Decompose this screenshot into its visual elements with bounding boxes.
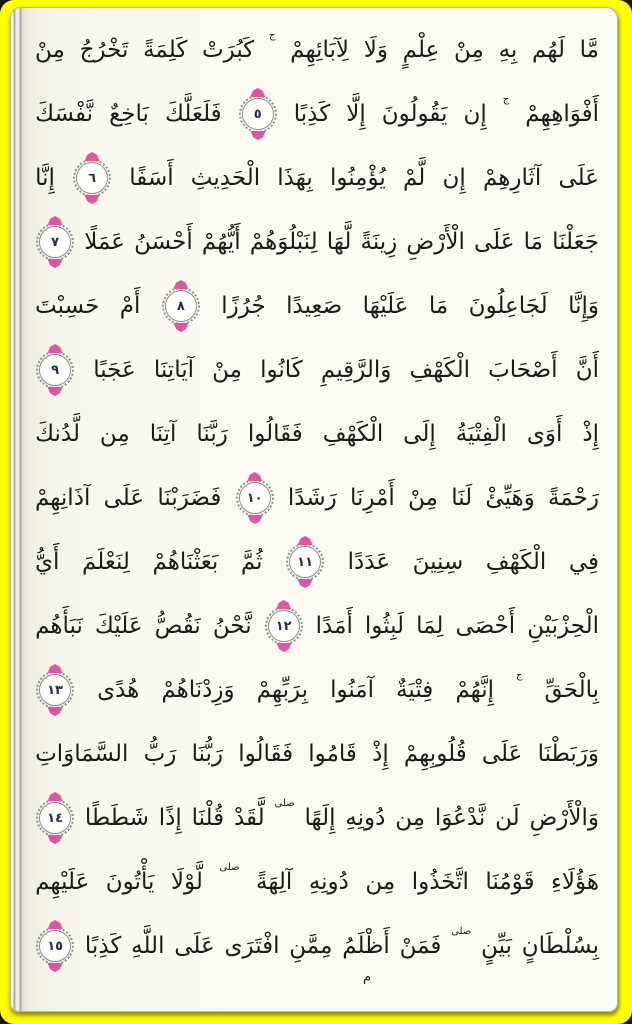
word: لَهُم bbox=[532, 37, 565, 63]
word: نَبَأَهُم bbox=[35, 613, 83, 639]
verse-end-marker bbox=[289, 546, 321, 578]
word: مِنْ bbox=[35, 37, 65, 63]
word: آثَارِهِمْ bbox=[482, 165, 542, 191]
word: إِلَى bbox=[403, 421, 436, 447]
word: آلِهَةً bbox=[255, 869, 293, 895]
word: لَن bbox=[495, 805, 520, 831]
word: لَّوْلَا bbox=[170, 869, 203, 895]
word: عَلَيْهِم bbox=[35, 869, 90, 895]
verse-number: ٥ bbox=[253, 106, 262, 122]
word: اتَّخَذُوا bbox=[411, 869, 469, 895]
pause-mark: صلى bbox=[219, 861, 240, 873]
word: إِذًا bbox=[158, 805, 182, 831]
word: مَا bbox=[523, 229, 543, 255]
word: الْأَرْضِ bbox=[406, 229, 465, 255]
word: آتِنَا bbox=[149, 421, 177, 447]
word: عَلَى bbox=[473, 229, 515, 255]
word: بِسُلْطَانٍ bbox=[521, 933, 599, 959]
word: شَطَطًا bbox=[84, 805, 149, 831]
word: فَمَنْ bbox=[399, 933, 442, 959]
word: أَمَدًا bbox=[315, 613, 353, 639]
word: لَّقَدْ bbox=[233, 805, 265, 831]
word: عِلْمٍ bbox=[402, 37, 440, 63]
word: مِن bbox=[99, 421, 130, 447]
verse-number: ٦ bbox=[88, 170, 97, 186]
word: أَنَّ bbox=[575, 357, 599, 383]
word: سِنِينَ bbox=[412, 549, 464, 575]
word: مِن bbox=[395, 805, 426, 831]
pause-mark: ج bbox=[268, 29, 276, 41]
word: أَوَى bbox=[526, 421, 563, 447]
word: أَفْوَاهِهِمْ bbox=[525, 101, 599, 127]
word: عَلَى bbox=[174, 933, 215, 959]
word: عَلَى bbox=[481, 741, 523, 767]
word: تَخْرُجُ bbox=[79, 37, 129, 63]
mushaf-line-11 bbox=[35, 658, 599, 722]
word: الْكَهْفِ bbox=[409, 357, 470, 383]
word: نَّحْنُ bbox=[212, 613, 252, 639]
word: أَمْرِنَا bbox=[350, 485, 395, 511]
word: رَبَّنَا bbox=[196, 421, 228, 447]
word: ثُمَّ bbox=[240, 549, 263, 575]
word: إِذْ bbox=[582, 421, 599, 447]
word: مَا bbox=[428, 293, 449, 319]
word: جَعَلْنَا bbox=[552, 229, 599, 255]
word: قَوْمُنَا bbox=[485, 869, 535, 895]
word: صَعِيدًا bbox=[286, 293, 343, 319]
word: لَجَاعِلُونَ bbox=[468, 293, 548, 319]
mushaf-line-7 bbox=[35, 402, 599, 466]
verse-end-marker bbox=[239, 482, 271, 514]
word: عَلَى bbox=[103, 485, 145, 511]
verse-number: ١٤ bbox=[47, 810, 64, 826]
word: يَأْتُونَ bbox=[105, 869, 155, 895]
verse-end-marker bbox=[39, 930, 71, 962]
word: عَجَبًا bbox=[93, 357, 136, 383]
word: بَعَثْنَاهُمْ bbox=[152, 549, 219, 575]
word: عَلَيْكَ bbox=[94, 613, 143, 639]
word: السَّمَاوَاتِ bbox=[35, 741, 129, 767]
verse-number: ٧ bbox=[51, 234, 60, 250]
word: وَلَا bbox=[363, 37, 388, 63]
verse-number: ١٥ bbox=[47, 938, 64, 954]
word: بِهِ bbox=[498, 37, 518, 63]
mushaf-line-10 bbox=[35, 594, 599, 658]
mushaf-page bbox=[10, 7, 618, 1012]
word: بَاخِعٌ bbox=[109, 101, 149, 127]
word: لَّدُنكَ bbox=[35, 421, 80, 447]
verse-number: ١١ bbox=[297, 554, 314, 570]
word: قُلُوبِهِمْ bbox=[403, 741, 467, 767]
word: نَقُصُّ bbox=[154, 613, 201, 639]
word: آيَاتِنَا bbox=[153, 357, 195, 383]
word: أَمْ bbox=[119, 293, 141, 319]
word: إِذْ bbox=[372, 741, 389, 767]
word: مِنْ bbox=[454, 37, 484, 63]
mushaf-line-12 bbox=[35, 722, 599, 786]
word: لِنَعْلَمَ bbox=[81, 549, 130, 575]
mushaf-line-2 bbox=[35, 82, 599, 146]
word: نَّفْسَكَ bbox=[35, 101, 94, 127]
verse-number: ١٠ bbox=[246, 490, 263, 506]
pause-mark: ج bbox=[516, 669, 523, 681]
word: مِن bbox=[365, 869, 396, 895]
word: دُونِهِ bbox=[308, 869, 349, 895]
word: مِنْ bbox=[212, 357, 242, 383]
mushaf-line-6 bbox=[35, 338, 599, 402]
word: إِلَهًا bbox=[304, 805, 336, 831]
word: كَذِبًا bbox=[84, 933, 122, 959]
word: كَانُوا bbox=[260, 357, 303, 383]
word: الْحِزْبَيْنِ bbox=[527, 613, 599, 639]
word: الْفِتْيَةُ bbox=[455, 421, 507, 447]
word: بِهَذَا bbox=[277, 165, 313, 191]
mushaf-line-14 bbox=[35, 850, 599, 914]
verse-end-marker bbox=[39, 674, 71, 706]
word: وَهَيِّئْ bbox=[485, 485, 535, 511]
word: زِينَةً bbox=[360, 229, 398, 255]
word: يُؤْمِنُوا bbox=[329, 165, 386, 191]
word: آمَنُوا bbox=[330, 677, 375, 703]
word: فَضَرَبْنَا bbox=[157, 485, 222, 511]
word: هَؤُلَاءِ bbox=[551, 869, 599, 895]
word: فِي bbox=[568, 549, 599, 575]
word: فَقَالُوا bbox=[238, 741, 294, 767]
word: أَسَفًا bbox=[129, 165, 174, 191]
pause-mark-meem: م bbox=[363, 970, 372, 985]
word: وَزِدْنَاهُمْ bbox=[161, 677, 235, 703]
word: كَذِبًا bbox=[293, 101, 331, 127]
word: مِنْ bbox=[408, 485, 438, 511]
word: فَقَالُوا bbox=[247, 421, 303, 447]
verse-number: ١٣ bbox=[47, 682, 63, 698]
mushaf-line-9 bbox=[35, 530, 599, 594]
word: رَبُّ bbox=[143, 741, 177, 767]
word: قُلْنَا bbox=[191, 805, 225, 831]
word: إِلَّا bbox=[346, 101, 366, 127]
word: أَحْسَنُ bbox=[134, 229, 193, 255]
word: هُدًى bbox=[97, 677, 140, 703]
verse-number: ٨ bbox=[176, 298, 185, 314]
word: وَالْأَرْضِ bbox=[529, 805, 599, 831]
word: قَامُوا bbox=[308, 741, 357, 767]
word: الْكَهْفِ bbox=[322, 421, 384, 447]
word: رَبُّنَا bbox=[191, 741, 224, 767]
word: افْتَرَى bbox=[224, 933, 280, 959]
pause-mark: صلى bbox=[274, 797, 295, 809]
word: كَلِمَةً bbox=[143, 37, 188, 63]
word: إِنَّهُمْ bbox=[455, 677, 495, 703]
word: يَقُولُونَ bbox=[381, 101, 448, 127]
word: وَرَبَطْنَا bbox=[537, 741, 599, 767]
verse-end-marker bbox=[268, 610, 300, 642]
verse-end-marker bbox=[39, 226, 71, 258]
word: آذَانِهِمْ bbox=[35, 485, 91, 511]
word: بِرَبِّهِمْ bbox=[256, 677, 309, 703]
word: الْكَهْفِ bbox=[485, 549, 547, 575]
mushaf-line-15 bbox=[35, 914, 599, 978]
pause-mark: صلى bbox=[451, 925, 472, 937]
word: عَمَلًا bbox=[84, 229, 125, 255]
word: مَّا bbox=[579, 37, 599, 63]
word: مِمَّنِ bbox=[289, 933, 333, 959]
word: لِآبَائِهِمْ bbox=[290, 37, 349, 63]
word: رَشَدًا bbox=[287, 485, 337, 511]
word: جُرُزًا bbox=[221, 293, 266, 319]
pause-mark: ج bbox=[502, 93, 510, 105]
word: بِالْحَقِّ bbox=[544, 677, 599, 703]
word: فِتْيَةٌ bbox=[396, 677, 434, 703]
word: لِنَبْلُوَهُمْ bbox=[249, 229, 318, 255]
mushaf-line-3 bbox=[35, 146, 599, 210]
word: لَّمْ bbox=[402, 165, 426, 191]
word: الْحَدِيثِ bbox=[190, 165, 261, 191]
word: حَسِبْتَ bbox=[35, 293, 100, 319]
mushaf-line-8 bbox=[35, 466, 599, 530]
verse-number: ١٢ bbox=[275, 618, 292, 634]
word: بَيِّنٍ bbox=[481, 933, 512, 959]
mushaf-line-13 bbox=[35, 786, 599, 850]
word: وَإِنَّا bbox=[568, 293, 599, 319]
word: إِن bbox=[463, 101, 487, 127]
word: فَلَعَلَّكَ bbox=[164, 101, 222, 127]
word: كَبُرَتْ bbox=[202, 37, 255, 63]
mushaf-line-1 bbox=[35, 18, 599, 82]
word: لَّهَا bbox=[326, 229, 352, 255]
word: لِمَا bbox=[416, 613, 444, 639]
word: إِن bbox=[442, 165, 466, 191]
word: أَيُّهُمْ bbox=[201, 229, 241, 255]
verse-end-marker bbox=[165, 290, 197, 322]
word: أَصْحَابَ bbox=[488, 357, 558, 383]
verse-number: ٩ bbox=[51, 362, 60, 378]
word: أَظْلَمُ bbox=[342, 933, 390, 959]
verse-end-marker bbox=[242, 98, 274, 130]
mushaf-line-5 bbox=[35, 274, 599, 338]
quran-text-area bbox=[35, 18, 599, 978]
word: أَيُّ bbox=[35, 549, 60, 575]
word: أَحْصَى bbox=[455, 613, 516, 639]
verse-end-marker bbox=[39, 802, 71, 834]
word: إِنَّا bbox=[35, 165, 55, 191]
word: رَحْمَةً bbox=[548, 485, 599, 511]
word: عَلَيْهَا bbox=[362, 293, 409, 319]
word: اللَّهِ bbox=[131, 933, 165, 959]
verse-end-marker bbox=[76, 162, 108, 194]
verse-end-marker bbox=[39, 354, 71, 386]
word: لَبِثُوا bbox=[364, 613, 405, 639]
mushaf-line-4 bbox=[35, 210, 599, 274]
word: عَلَى bbox=[558, 165, 599, 191]
word: نَّدْعُوَا bbox=[434, 805, 486, 831]
word: لَنَا bbox=[451, 485, 473, 511]
word: عَدَدًا bbox=[347, 549, 391, 575]
word: وَالرَّقِيمِ bbox=[320, 357, 392, 383]
word: دُونِهِ bbox=[345, 805, 386, 831]
